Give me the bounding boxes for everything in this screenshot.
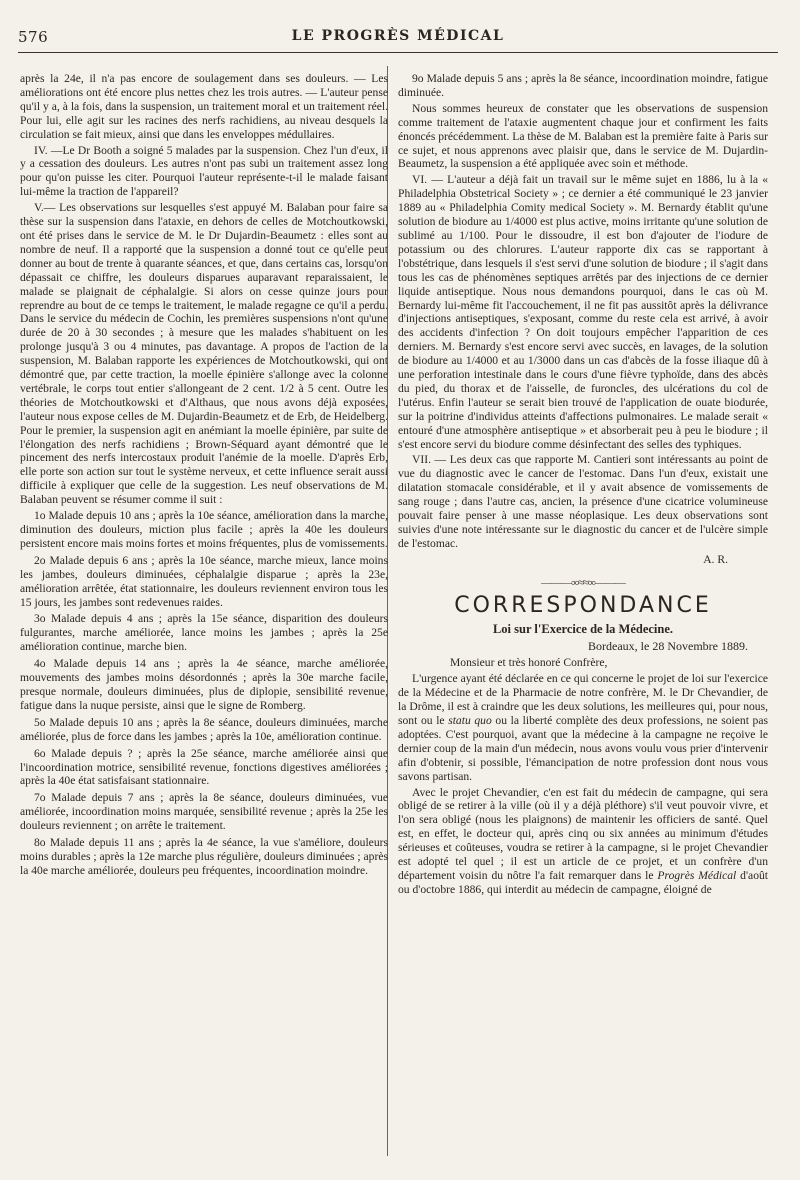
- case-item: 3o Malade depuis 4 ans ; après la 15e séance, disparition des douleurs fulgurantes, marche améliorée, lance moins les jambes ; après la 25e amélioration continue, marche bien.: [20, 612, 388, 654]
- case-item: 5o Malade depuis 10 ans ; après la 8e séance, douleurs diminuées, marche améliorée, plus de force dans les jambes ; après la 10e, amélioration continue.: [20, 715, 388, 743]
- case-item: 8o Malade depuis 11 ans ; après la 4e séance, la vue s'améliore, douleurs moins durables ; après la 12e marche plus régulière, douleurs diminuées ; après la 40e marche améliorée, douleurs peu fréquentes, incoordination moindre.: [20, 836, 388, 877]
- paragraph: IV. —Le Dr Booth a soigné 5 malades par la suspension. Chez l'un d'eux, il y a cessation des douleurs. Les autres n'ont pas subi un traitement assez long pour qu'on puisse les citer. Pourquoi l'auteur représente-t-il le malade faisant lui-même la traction de l'appareil?: [20, 143, 388, 199]
- paragraph: V.— Les observations sur lesquelles s'est appuyé M. Balaban pour faire sa thèse sur la suspension dans l'ataxie, en dehors de celles de Motchoutkowski, ont été prises dans le service de M. le Dr Dujardin-Beaumetz : elles sont au nombre de neuf. Il a rapporté que la suspension a donné tout ce qu'elle peut donner au bout de trente à quarante séances, et que, dans certains cas, lorsqu'on dépassait ce chiffre, les douleurs disparues auparavant reparaissaient, le malade se plaignait de céphalalgie. Si alors on cesse quinze jours pour reprendre au bout de ce temps le traitement, le malade regagne ce qu'il a perdu. Dans le service du médecin de Cochin, les premières suspensions n'ont qu'une durée de 20 à 30 secondes ; à mesure que les malades s'habituent on les prolonge jusqu'à 3 ou 4 minutes, pas davantage. A propos de l'action de la suspension, M. Balaban rapporte les expériences de Motchoutkowski, qui ont démontré que, par cette traction, la moelle épinière s'allonge avec la colonne vertébrale, le corps tout entier s'allongeant de 2 cent. 1/2 à 5 cent. Outre les théories de Motchoutkowski et d'Althaus, que nous avons déjà exposées, l'auteur nous expose celles de M. Dujardin-Beaumetz et de Erb, de Heidelberg. Pour le premier, la suspension agit en anémiant la moelle épinière, par suite de l'élongation des nerfs rachidiens ; Brown-Séquard ayant démontré que le pincement des nerfs intercostaux produit l'anémie de la moelle. D'après Erb, elle porte son action sur tout le système nerveux, et cette influence serait aussi difficile à expliquer que celle de la suggestion. Les neuf observations de M. Balaban peuvent se résumer comme il suit :: [20, 201, 388, 507]
- text-run: ou la liberté complète des deux professions, ne soient pas adoptées. C'est pourquoi, avant que la médecine à la campagne ne reçoive le dernier coup de la main d'un médecin, nous avons voulu vous prier d'intervenir afin d'obtenir, si possible, l'émancipation de notre profession dont nous vous savons partisan.: [398, 713, 768, 783]
- text-run: L'urgence ayant été déclarée en ce qui concerne le projet de loi sur l'exercice de la Médecine et de la Pharmacie de notre confrère, M. le Dr Chevandier, de la Drôme, il est à craindre que les deux solutions, les meilleures qui, pour nous, sont ou le: [398, 672, 768, 727]
- paragraph: VII. — Les deux cas que rapporte M. Cantieri sont intéressants au point de vue du diagnostic avec le cancer de l'estomac. Dans l'un d'eux, existait une dilatation stomacale considérable, et il y avait absence de vomissements de sang rouge ; dans l'autre cas, ancien, la présence d'une cicatrice volumineuse pouvait faire penser à une masse néoplasique. Les deux observations sont suivies d'une note intéressante sur le diagnostic du cancer et de l'ulcère simple de l'estomac.: [398, 453, 768, 550]
- paragraph: 9o Malade depuis 5 ans ; après la 8e séance, incoordination moindre, fatigue diminuée.: [398, 72, 768, 99]
- case-item: 6o Malade depuis ? ; après la 25e séance, marche améliorée ainsi que l'incoordination motrice, sensibilité revenue, fonctions digestives améliorées ; après la 40e état satisfaisant stationnaire.: [20, 746, 388, 788]
- signature: A. R.: [703, 552, 728, 566]
- section-heading: CORRESPONDANCE: [454, 592, 712, 618]
- running-head: LE PROGRÈS MÉDICAL: [291, 28, 505, 44]
- case-item: 2o Malade depuis 6 ans ; après la 10e séance, marche mieux, lance moins les jambes, douleurs diminuées, céphalalgie disparue ; après la 23e, amélioration arrêtée, état stationnaire, les douleurs reviennent environ tous les 15 jours, les jambes sont redevenues raides.: [20, 553, 388, 609]
- text-run: d'août ou d'octobre 1886, qui interdit au médecin de campagne, éloigné de: [398, 868, 769, 896]
- dateline: Bordeaux, le 28 Novembre 1889.: [588, 639, 748, 654]
- right-column: [398, 72, 768, 899]
- text-run: Avec le projet Chevandier, c'en est fait du médecin de campagne, qui sera obligé de se retirer à la ville (où il y a déjà pléthore) s'il veut pouvoir vivre, et l'on sera obligé (nous les plaignons) de maintenir les officiers de santé. Quel est, en effet, le docteur qui, après cinq ou six années au minimum d'études sérieuses et coûteuses, voudra se retirer à la campagne, si le projet Chevandier est adopté tel quel ; il est un article de ce projet, et un confrère d'un département voisin du nôtre l'a fait remarquer dans le: [398, 785, 768, 882]
- page-number: 576: [18, 28, 49, 46]
- article-title: Loi sur l'Exercice de la Médecine.: [492, 621, 674, 636]
- letter-paragraph: [398, 672, 768, 783]
- case-list: [20, 509, 388, 878]
- paragraph: VI. — L'auteur a déjà fait un travail sur le même sujet en 1886, lu à la « Philadelphia Obstetrical Society » ; ce dernier a été communiqué le 23 janvier 1889 au « Philadelphia Comity medical Society ». M. Bernardy établit qu'une solution de biodure au 1/4000 est plus active, moins irritante qu'une solution de sublimé au 1/100. Pour le dissoudre, il est bon d'ajouter de l'iodure de potassium ou des chlorures. L'auteur rapporte dix cas se rapportant à l'obstétrique, dans lesquels il s'est servi d'une solution de biodure ; il s'agit dans tous les cas de phénomènes septiques arrêtés par des injections de ce dernier liquide antiseptique. Nous nous demandons pourquoi, dans le cas où M. Bernardy lui-même fit l'accouchement, il ne fit pas aussitôt après la délivrance d'injections antiseptiques, s'exposant, comme du reste cela est arrivé, à avoir des accidents d'infection ? On doit toujours empêcher l'apparition de ces derniers. M. Bernardy s'est encore servi avec succès, en lavages, de la solution de biodure au 1/4000 et au 1/3000 dans un cas d'abcès de la fosse iliaque dû à une perforation intestinale dans le cours d'une fièvre typhoïde, dans des abcès du pied, du thorax et de l'aisselle, de furoncles, des ulcérations du col de l'utérus. Enfin l'auteur se serait bien trouvé de l'application de ouate biodurée, sur la poitrine d'individus atteints d'affections pulmonaires. Le malade serait « entouré d'une atmosphère antiseptique » et absorberait peu à peu le biodure ; il s'est encore servi du biodure comme désinfectant des selles des typhiques.: [398, 173, 768, 451]
- case-item: 1o Malade depuis 10 ans ; après la 10e séance, amélioration dans la marche, diminution des douleurs, miction plus facile ; après la 40e les douleurs persistent encore mais moins fortes et moins fréquentes, plus de vomissements.: [20, 509, 388, 550]
- italic-phrase: Progrès Médical: [657, 868, 737, 882]
- paragraph: Nous sommes heureux de constater que les observations de suspension comme traitement de l'ataxie augmentent chaque jour et confirment les faits énoncés précédemment. La thèse de M. Balaban est la première faite à Paris sur ce sujet, et nous apprenons avec plaisir que, dans le service de M. Dujardin-Beaumetz, la suspension a été appliquée avec soin et méthode.: [398, 101, 768, 171]
- paragraph: après la 24e, il n'a pas encore de soulagement dans ses douleurs. — Les améliorations ont été encore plus nettes chez les trois autres. — L'auteur pense qu'il y a, à la fois, dans la suspension, un traitement moral et un traitement réel. Pour lui, elle agit sur les racines des nerfs rachidiens, au niveau desquels la circulation se fait mieux, ainsi que dans les enveloppes médullaires.: [20, 72, 388, 141]
- case-item: 7o Malade depuis 7 ans ; après la 8e séance, douleurs diminuées, vue améliorée, incoordination moins marquée, sensibilité revenue ; après la 25e les douleurs reviennent ; on arrête le traitement.: [20, 791, 388, 833]
- letter-paragraph: [398, 786, 768, 897]
- ornament-divider: ———∞≈≈∞———: [541, 576, 625, 589]
- salutation: Monsieur et très honoré Confrère,: [450, 656, 608, 670]
- left-column: [20, 72, 388, 881]
- page-header: [18, 28, 778, 53]
- italic-phrase: statu quo: [448, 713, 492, 727]
- case-item: 4o Malade depuis 14 ans ; après la 4e séance, marche améliorée, mouvements des jambes moins désordonnés ; après la 30e marche facile, presque normale, douleurs diminuées, plus de diplopie, sensibilité revenue, fatigue dans la nuque persiste, ainsi que le signe de Romberg.: [20, 657, 388, 712]
